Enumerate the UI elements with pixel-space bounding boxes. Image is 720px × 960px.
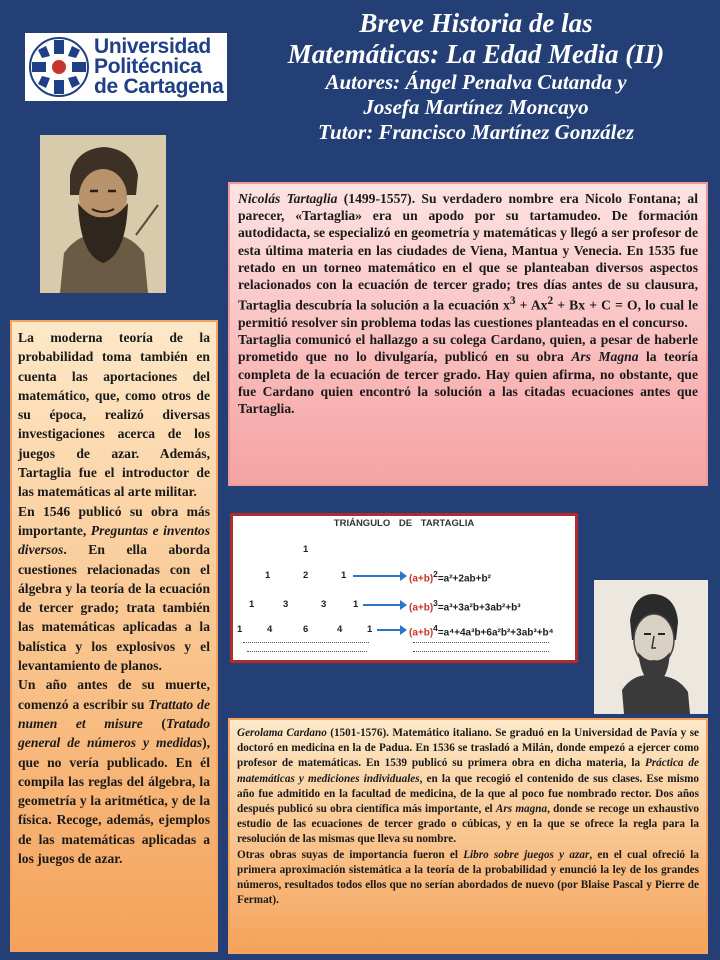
tartaglia-bio-paragraph-2: Tartaglia comunicó el hallazgo a su colega Cardano, quien, a pesar de haberle prometido que no lo divulgaría, publicó en su obra Ars Magna la teoría completa de la ecuación de tercer grado. Hay quien afirma, no obstante, que fue Cardano quien encontró la solución a las citadas ecuaciones antes que Tartaglia. — [238, 332, 698, 416]
continuation-dots — [243, 642, 369, 643]
continuation-dots — [413, 642, 549, 643]
triangle-number: 1 — [249, 599, 255, 610]
works-paragraph-2: En 1546 publicó su obra más importante, Preguntas e inventos diversos. En ella aborda cuestiones relacionadas con el álgebra y la teoría de la ecuación de tercer grado; trata también las matemáticas aplicadas a la balística y los explosivos y el levantamiento de planos. — [18, 503, 210, 674]
triangle-number: 4 — [337, 624, 343, 635]
arrow-icon — [363, 604, 401, 606]
triangle-number: 3 — [321, 599, 327, 610]
triangle-number: 6 — [303, 624, 309, 635]
continuation-dots — [413, 651, 549, 652]
tartaglia-triangle-figure — [230, 513, 578, 663]
binomial-formula-4: $(a+b)^4=a^4+4a^3b+6a^2b^2+3ab^3+b^4$ — [409, 623, 554, 639]
tartaglia-portrait — [40, 135, 166, 293]
continuation-dots — [247, 651, 367, 652]
cardano-bio-paragraph-1: Gerolama Cardano (1501-1576). Matemático italiano. Se graduó en la Universidad de Pavía y se doctoró en medicina en la de Padua. En 1536 se trasladó a Milán, donde empezó a ejercer como profesor de matemáticas. En 1539 publicó su primera obra en dicha materia, la Práctica de matemáticas y mediciones individuales, en la que recogió el contenido de sus clases. Ese mismo año fue admitido en la facultad de medicina, de la que al poco fue nombrado rector. Dos años después publicó su obra científica más importante, el Ars magna, donde se recoge un exhaustivo estudio de las ecuaciones de tercer grado o cúbicas, y en la que se ofrece la regla para la resolución de las mismas que lleva su nombre. — [237, 727, 700, 846]
triangle-number: 3 — [283, 599, 289, 610]
triangle-number: 1 — [353, 599, 359, 610]
triangle-number: 1 — [341, 570, 347, 581]
triangle-title: TRIÁNGULO DE TARTAGLIA — [333, 518, 475, 529]
authors-line-2: Josefa Martínez Moncayo — [363, 95, 589, 119]
tutor-line: Tutor: Francisco Martínez González — [317, 120, 634, 144]
authors-line-1: Autores: Ángel Penalva Cutanda y — [325, 70, 627, 94]
triangle-number: 1 — [303, 544, 309, 555]
arrow-icon — [353, 575, 401, 577]
title-line-1: Breve Historia de las — [359, 8, 593, 38]
tartaglia-works-box — [10, 320, 218, 952]
upct-emblem-icon — [28, 36, 90, 98]
triangle-number: 1 — [367, 624, 373, 635]
cardano-bio-paragraph-2: Otras obras suyas de importancia fueron el Libro sobre juegos y azar, en el cual ofreció la primera aproximación sistemática a la teoría de la probabilidad y enunció la ley de los grandes números, resultados todos ellos que no serían abordados de nuevo (por Blaise Pascal y Pierre de Fermat). — [237, 848, 699, 907]
arrow-icon — [377, 629, 401, 631]
triangle-number: 4 — [267, 624, 273, 635]
works-paragraph-3: Un año antes de su muerte, comenzó a escribir su Trattato de numen et misure (Tratado general de números y medidas), que no vería publicado. En él compila las reglas del álgebra, la geometría y la aritmética, y de la física. Recoge, además, ejemplos de las matemáticas aplicadas a los juegos de azar. — [18, 677, 210, 867]
cardano-bio-box — [228, 718, 708, 954]
tartaglia-name: Nicolás Tartaglia — [238, 191, 338, 206]
logo-wordmark: Universidad Politécnica de Cartagena — [94, 35, 224, 98]
triangle-number: 1 — [265, 570, 271, 581]
cardano-name: Gerolama Cardano — [237, 727, 327, 739]
tartaglia-bio-box — [228, 182, 708, 486]
cardano-portrait — [594, 580, 708, 714]
triangle-number: 1 — [237, 624, 243, 635]
binomial-formula-3: $(a+b)^3=a^3+3a^2b+3ab^2+b^3$ — [409, 598, 521, 614]
university-logo — [25, 33, 227, 101]
triangle-number: 2 — [303, 570, 309, 581]
works-paragraph-1: La moderna teoría de la probabilidad toma también en cuenta las aportaciones del matemático, que, como otros de su época, realizó diversas investigaciones acerca de los juegos de azar. Además, Tartaglia fue el introductor de las matemáticas al arte militar. — [18, 330, 210, 500]
binomial-formula-2: $(a+b)^2=a^2+2ab+b^2$ — [409, 569, 491, 585]
tartaglia-bio-paragraph-1: Nicolás Tartaglia (1499-1557). Su verdadero nombre era Nicolo Fontana; al parecer, «Tartaglia» era un apodo por su tartamudeo. De formación autodidacta, se especializó en geometría y matemáticas y llegó a ser profesor de esta última materia en las ciudades de Viena, Mantua y Venecia. En 1535 fue retado en un torneo matemático en el que se planteaban diversos aspectos relacionados con la ecuación de tercer grado; tres días antes de su clausura, Tartaglia descubría la solución a la ecuación $x^3 + Ax^2 + Bx + C = O$, lo cual le permitió resolver sin problema todas las cuestiones planteadas en el concurso. — [238, 191, 698, 330]
poster-title — [240, 8, 712, 145]
title-line-2: Matemáticas: La Edad Media (II) — [287, 39, 665, 69]
